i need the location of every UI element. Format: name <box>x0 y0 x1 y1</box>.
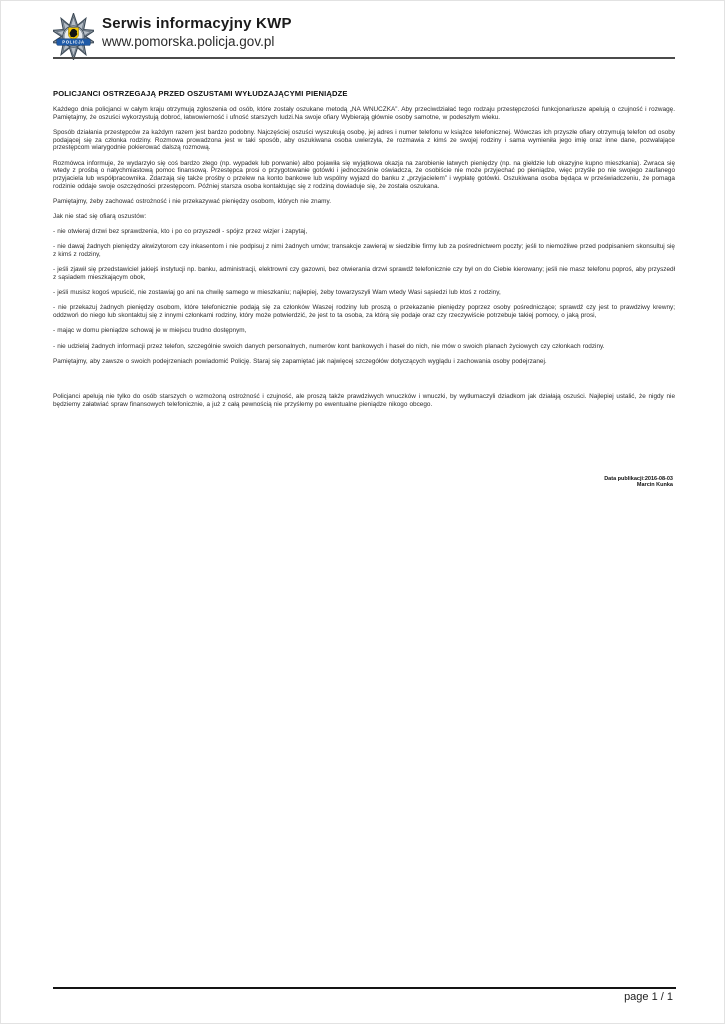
article-list-item: - nie dawaj żadnych pieniędzy akwizytorom czy inkasentom i nie podpisuj z nimi żadnych umów; transakcje zawieraj w siedzibie firmy lub za pośrednictwem poczty; jeśli to niemożliwe przed podpisaniem skonsultuj się z kimś z rodziny, <box>53 243 675 259</box>
svg-text:POLICJA: POLICJA <box>62 39 85 45</box>
article-paragraph: Policjanci apelują nie tylko do osób starszych o wzmożoną ostrożność i czujność, ale proszą także prawdziwych wnuczków i wnuczki, by wytłumaczyli dziadkom jak działają oszuści. Najlepiej ustalić, że nigdy nie będziemy załatwiać spraw finansowych telefonicznie, a już z całą pewnością nie przyślemy po ewentualne pieniądze nikogo obcego. <box>53 393 675 409</box>
article-paragraph: Jak nie stać się ofiarą oszustów: <box>53 213 147 221</box>
article-list-item: - jeśli musisz kogoś wpuścić, nie zostawiaj go ani na chwilę samego w mieszkaniu; najlepiej, żeby towarzyszyli Wam wtedy Wasi sąsiedzi lub ktoś z rodziny, <box>53 289 501 297</box>
article-list-item: - nie otwieraj drzwi bez sprawdzenia, kto i po co przyszedł - spójrz przez wizjer i zapytaj, <box>53 228 308 236</box>
footer-divider <box>53 987 676 989</box>
article-list-item: - nie przekazuj żadnych pieniędzy osobom, które telefonicznie podają się za członków Waszej rodziny lub proszą o przekazanie pieniędzy poprzez osoby pośredniczące; sprawdź czy jest to prawdziwy krewny; oddzwoń do niego lub skontaktuj się z innymi członkami rodziny, który może potwierdzić, że jest to ta osoba, za którą się podaje oraz czy rzeczywiście potrzebuje takiej pomocy, o jaką prosi, <box>53 304 675 320</box>
article-list-item: - mając w domu pieniądze schowaj je w miejscu trudno dostępnym, <box>53 327 247 335</box>
author-name: Marcin Kunka <box>636 482 673 488</box>
article-paragraph: Sposób działania przestępców za każdym razem jest bardzo podobny. Najczęściej oszuści wyszukują osobę, jej adres i numer telefonu w książce telefonicznej. Wówczas ich przyszłe ofiary otrzymują telefon od osoby podającej się za członka rodziny. Rozmowa prowadzona jest w taki sposób, aby oszukiwana osoba uwierzyła, że rozmawia z kimś ze swojej rodziny i sama wymieniła jego imię oraz inne dane, pozwalające przestępcom wiarygodnie pokierować dalszą rozmową. <box>53 128 675 152</box>
article-paragraph: Pamiętajmy, żeby zachować ostrożność i nie przekazywać pieniędzy osobom, których nie znamy. <box>53 197 331 205</box>
article-paragraph: Każdego dnia policjanci w całym kraju otrzymują zgłoszenia od osób, które zostały oszukane metodą „NA WNUCZKA”. Aby przeciwdziałać tego rodzaju przestępczości funkcjonariusze apelują o czujność i rozwagę. Pamiętajmy, że oszuści wykorzystują dobroć, łatwowierność i ufność starszych ludzi.Na swoje ofiary Wybierają głównie osoby samotne, w podeszłym wieku. <box>53 106 675 121</box>
article-list-item: - nie udzielaj żadnych informacji przez telefon, szczególnie swoich danych personalnych, numerów kont bankowych i haseł do nich, nie mów o swoich planach życiowych czy członkach rodziny. <box>53 342 605 350</box>
site-url: www.pomorska.policja.gov.pl <box>102 34 275 49</box>
article-paragraph: Rozmówca informuje, że wydarzyło się coś bardzo złego (np. wypadek lub porwanie) albo pojawiła się wyjątkowa okazja na zarobienie łatwych pieniędzy (np. na giełdzie lub okazyjne kupno mieszkania). Zwraca się wtedy z prośbą o natychmiastową pomoc finansową. Przestępca prosi o przygotowanie gotówki i jednocześnie oświadcza, że osobiście nie może przyjechać po pieniądze, więc przyśle po nie swojego zaufanego przyjaciela lub współpracownika. Zdarzają się także prośby o przelew na konto bankowe lub wspólny wyjazd do banku z „przyjacielem” i wypłatę gotówki. Oszukiwana osoba będąca w przeświadczeniu, że pomaga rodzinie oddaje swoje oszczędności przestępcom. Później starsza osoba kontaktując się z rodziną dowiaduje się, że została oszukana. <box>53 159 675 190</box>
letterhead-text <box>102 13 292 50</box>
page-number: page 1 / 1 <box>624 991 673 1003</box>
publication-date: Data publikacji:2016-08-03 <box>604 476 673 482</box>
article-list-item: - jeśli zjawił się przedstawiciel jakiejś instytucji np. banku, administracji, elektrowni czy gazowni, bez otwierania drzwi sprawdź telefonicznie czy był on do Ciebie kierowany; jeśli nie masz telefonu poproś, aby przyszedł z sąsiadem mieszkającym obok, <box>53 266 675 282</box>
article-title: POLICJANCI OSTRZEGAJĄ PRZED OSZUSTAMI WYŁUDZAJĄCYMI PIENIĄDZE <box>53 89 348 98</box>
article-paragraph: Pamiętajmy, aby zawsze o swoich podejrzeniach powiadomić Policję. Staraj się zapamiętać jak najwięcej szczegółów dotyczących wyglądu i zachowania osoby podejrzanej. <box>53 357 547 365</box>
publication-meta <box>604 476 673 488</box>
header-divider <box>53 57 675 59</box>
article <box>53 89 675 416</box>
site-title: Serwis informacyjny KWP <box>102 15 292 32</box>
